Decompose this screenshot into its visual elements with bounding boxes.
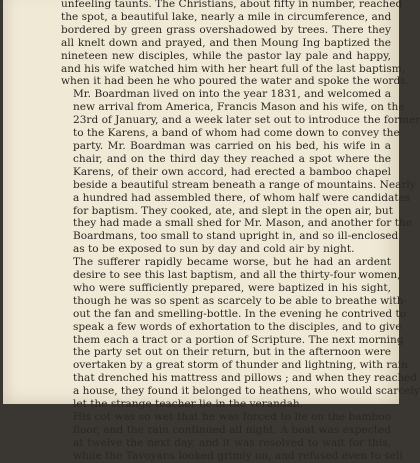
text-line: as to be exposed to sun by day and cold air by night.: [73, 243, 355, 256]
text-line: The sufferer rapidly became worse, but he had an ardent: [73, 256, 391, 269]
text-line: new arrival from America, Francis Mason and his wife, on the: [73, 101, 405, 114]
text-line: while the Tavoyans looked grimly on, and refused even to sell: [73, 449, 403, 462]
text-line: them each a tract or a portion of Scripture. The next morning: [73, 333, 404, 346]
text-line: nineteen new disciples, while the pastor lay pale and happy,: [61, 49, 391, 62]
text-line: 23rd of January, and a week later set out to introduce the former: [73, 114, 420, 127]
text-line: Boardmans, too small to stand upright in, and so ill-enclosed: [73, 230, 399, 243]
text-line: chair, and on the third day they reached a spot where the: [73, 152, 391, 165]
paragraph: [61, 411, 403, 463]
text-line: Mr. Boardman lived on into the year 1831, and welcomed a: [73, 88, 391, 101]
text-line: Karens, of their own accord, had erected a bamboo chapel: [73, 165, 391, 178]
text-line: they had made a small shed for Mr. Mason, and another for the: [73, 217, 412, 230]
text-line: the spot, a beautiful lake, nearly a mile in circumference, and: [61, 10, 392, 23]
text-line: a house, they found it belonged to heathens, who would scarcely: [73, 385, 420, 398]
paragraph: [61, 0, 409, 88]
text-line: that drenched his mattress and pillows ; and when they reached: [73, 372, 418, 385]
text-line: speak a few words of exhortation to the disciples, and to give: [73, 320, 402, 333]
text-line: a hundred had assembled there, of whom half were candidates: [73, 191, 411, 204]
paragraph: [61, 88, 420, 256]
text-line: floor, and the rain continued all night. A boat was expected: [73, 423, 391, 436]
text-line: to the Karens, a band of whom had come down to convey the: [73, 127, 400, 140]
text-line: His cot was so wet that he was forced to lie on the bamboo: [73, 411, 391, 423]
text-line: out the fan and smelling-bottle. In the evening he contrived to: [73, 307, 407, 320]
text-line: beside a beautiful stream beneath a range of mountains. Nearly: [73, 178, 416, 191]
text-line: desire to see this last baptism, and all the thirty-four women,: [73, 269, 401, 282]
text-line: the party set out on their return, but in the afternoon were: [73, 346, 391, 359]
text-line: overtaken by a great storm of thunder and lightning, with rain: [73, 359, 408, 372]
text-line: who were sufficiently prepared, were baptized in his sight,: [73, 281, 391, 294]
text-line: when it had been he who poured the water and spoke the words.: [61, 75, 409, 88]
paragraph: [61, 256, 420, 411]
text-line: and his wife watched him with her heart full of the last baptism,: [61, 62, 406, 75]
text-line: bordered by green grass overshadowed by trees. There they: [61, 23, 391, 36]
text-line: all knelt down and prayed, and then Moung Ing baptized the: [61, 36, 391, 49]
text-line: party. Mr. Boardman was carried on his bed, his wife in a: [73, 139, 391, 152]
text-line: at twelve the next day, and it was resolved to wait for this,: [73, 436, 391, 449]
text-line: let the strange teacher lie in the verandah.: [73, 398, 304, 411]
text-line: for baptism. They cooked, ate, and slept in the open air, but: [73, 204, 393, 217]
text-line: though he was so spent as scarcely to be able to breathe with-: [73, 294, 408, 307]
page-text: [61, 0, 420, 463]
book-page: [3, 0, 420, 462]
text-line: unfeeling taunts. The Christians, about fifty in number, reached: [61, 0, 403, 10]
